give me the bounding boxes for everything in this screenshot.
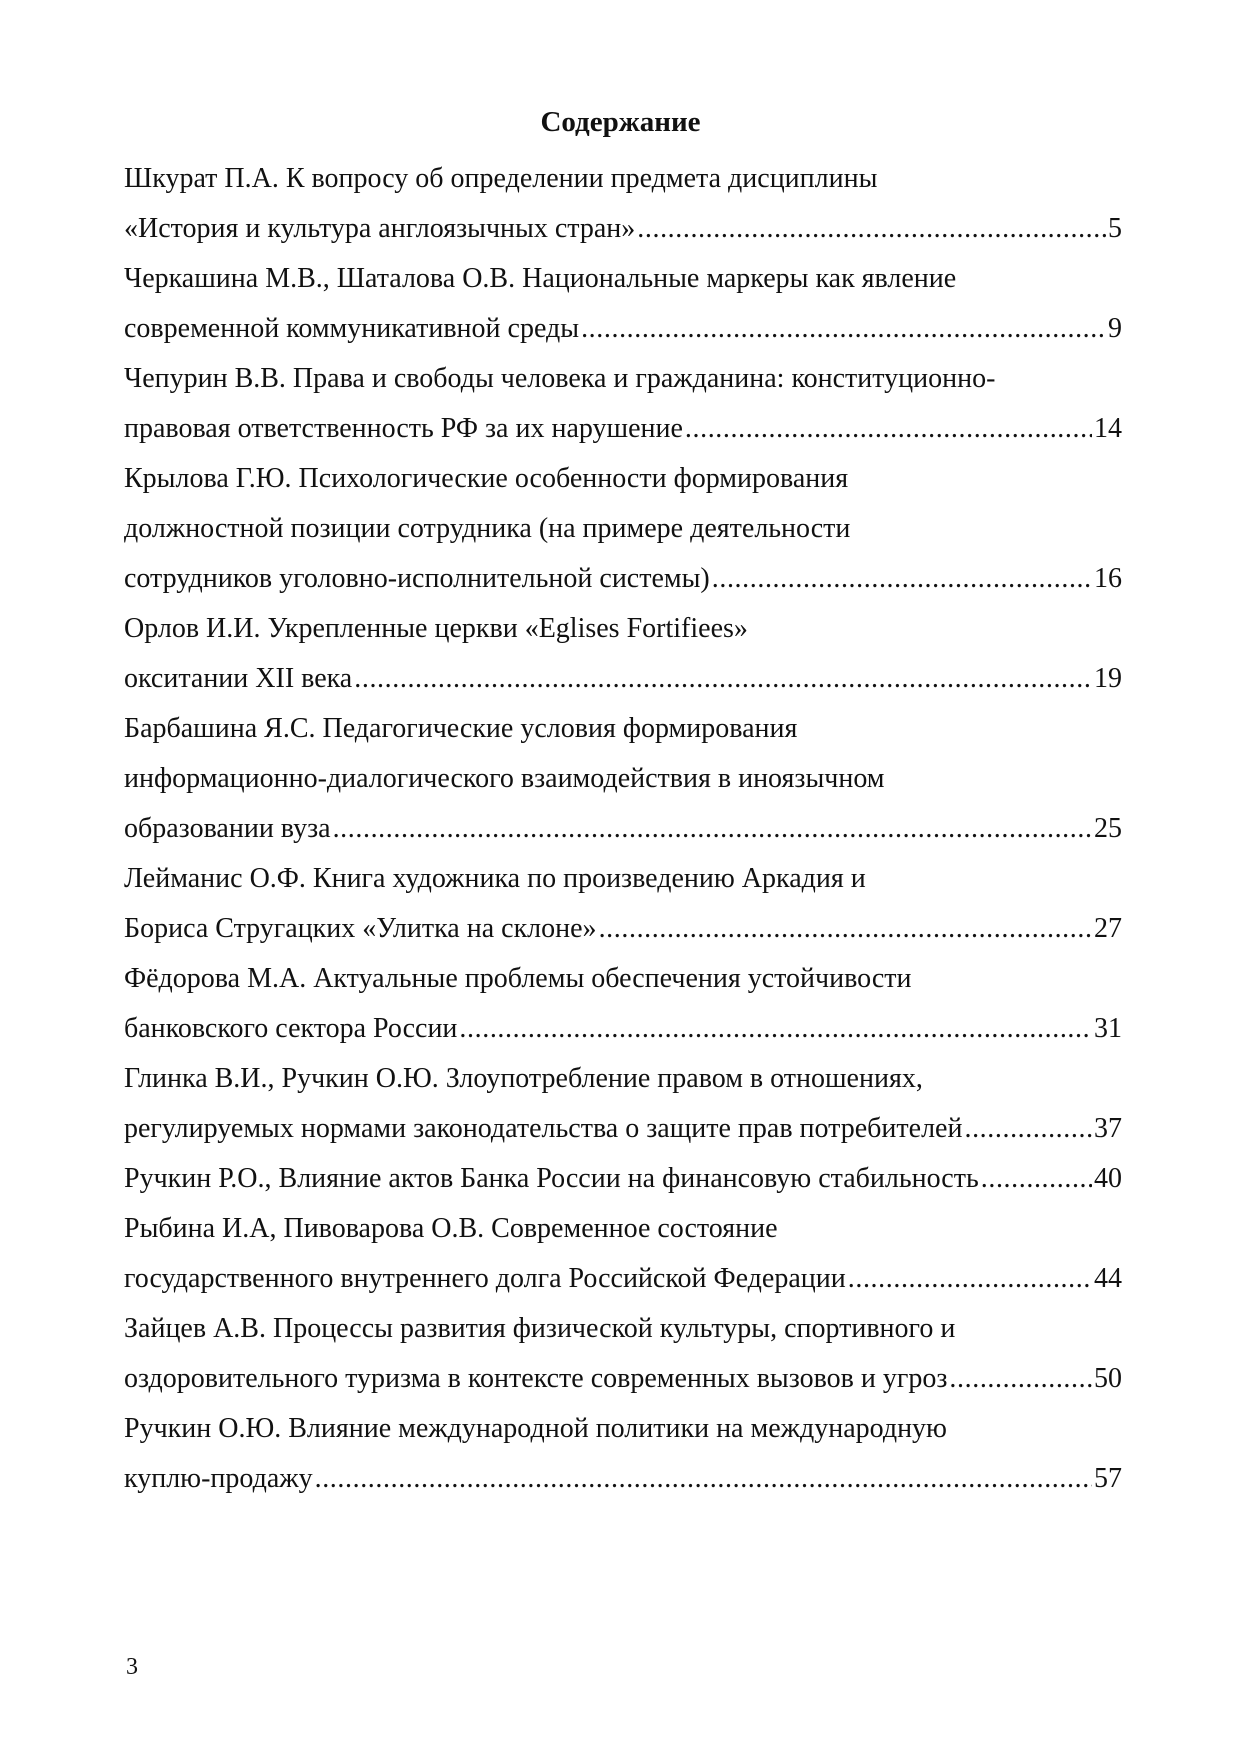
dot-leader xyxy=(581,304,1106,354)
toc-entry-line xyxy=(124,1404,1122,1454)
toc-page-number: 31 xyxy=(1094,1013,1122,1044)
toc-page-number: 14 xyxy=(1094,413,1122,444)
toc-entry-line xyxy=(124,454,1122,504)
dot-leader xyxy=(333,804,1092,854)
toc-entry-line xyxy=(124,854,1122,904)
toc-entry-text: Черкашина М.В., Шаталова О.В. Национальные маркеры как явление xyxy=(124,263,957,294)
toc-entry-line xyxy=(124,654,1122,704)
toc-entry xyxy=(124,854,1122,954)
dot-leader xyxy=(599,904,1092,954)
toc-entry-text: Ручкин Р.О., Влияние актов Банка России на финансовую стабильность xyxy=(124,1163,979,1194)
toc-page-number: 19 xyxy=(1094,663,1122,694)
toc-entry-text: должностной позиции сотрудника (на примере деятельности xyxy=(124,513,851,544)
toc-entry-line xyxy=(124,1104,1122,1154)
dot-leader xyxy=(459,1004,1092,1054)
toc-page-number: 44 xyxy=(1094,1263,1122,1294)
toc-entry-text: Крылова Г.Ю. Психологические особенности формирования xyxy=(124,463,849,494)
toc-entry xyxy=(124,704,1122,854)
toc-entry-line xyxy=(124,404,1122,454)
toc-entry-text: Бориса Стругацких «Улитка на склоне» xyxy=(124,913,597,944)
toc-entry xyxy=(124,1304,1122,1404)
toc-entry-text: информационно-диалогического взаимодействия в иноязычном xyxy=(124,763,885,794)
toc-entry-text: современной коммуникативной среды xyxy=(124,313,580,344)
toc-entry-text: Зайцев А.В. Процессы развития физической культуры, спортивного и xyxy=(124,1313,956,1344)
toc-entry-line xyxy=(124,704,1122,754)
toc-entry-text: Чепурин В.В. Права и свободы человека и гражданина: конституционно- xyxy=(124,363,996,394)
toc-entry-text: Орлов И.И. Укрепленные церкви «Eglises Fortifiees» xyxy=(124,613,748,644)
dot-leader xyxy=(685,404,1092,454)
dot-leader xyxy=(964,1104,1092,1154)
toc-entry-text: Барбашина Я.С. Педагогические условия формирования xyxy=(124,713,798,744)
toc-entry-text: государственного внутреннего долга Российской Федерации xyxy=(124,1263,846,1294)
toc-page-number: 25 xyxy=(1094,813,1122,844)
toc-entry-text: Ручкин О.Ю. Влияние международной политики на международную xyxy=(124,1413,947,1444)
toc-page-number: 16 xyxy=(1094,563,1122,594)
toc-entry-line xyxy=(124,1254,1122,1304)
toc-entry xyxy=(124,1204,1122,1304)
toc-entry-text: сотрудников уголовно-исполнительной системы) xyxy=(124,563,710,594)
toc-entry-text: куплю-продажу xyxy=(124,1463,313,1494)
dot-leader xyxy=(949,1354,1092,1404)
toc-entry xyxy=(124,154,1122,254)
dot-leader xyxy=(315,1454,1092,1504)
toc-page-number: 40 xyxy=(1094,1163,1122,1194)
toc-entry-line xyxy=(124,954,1122,1004)
toc-entry-line xyxy=(124,204,1122,254)
toc-entry-line xyxy=(124,1454,1122,1504)
toc-entry xyxy=(124,1054,1122,1154)
toc-entry-line xyxy=(124,604,1122,654)
toc-page-number: 57 xyxy=(1094,1463,1122,1494)
toc-entry-line xyxy=(124,154,1122,204)
toc-entry-text: Шкурат П.А. К вопросу об определении предмета дисциплины xyxy=(124,163,878,194)
toc-entry-line xyxy=(124,1054,1122,1104)
toc-entry xyxy=(124,954,1122,1054)
toc-entry xyxy=(124,354,1122,454)
toc-entry-line xyxy=(124,504,1122,554)
toc-page-number: 9 xyxy=(1108,313,1122,344)
toc-entry-text: окситании XII века xyxy=(124,663,353,694)
dot-leader xyxy=(848,1254,1092,1304)
toc-entry-line xyxy=(124,904,1122,954)
toc-page-number: 37 xyxy=(1094,1113,1122,1144)
toc-entry-text: образовании вуза xyxy=(124,813,331,844)
toc-entry-text: Рыбина И.А, Пивоварова О.В. Современное состояние xyxy=(124,1213,778,1244)
toc-page-number: 5 xyxy=(1108,213,1122,244)
toc-entry-line xyxy=(124,1204,1122,1254)
dot-leader xyxy=(981,1154,1092,1204)
toc-entry-line xyxy=(124,1154,1122,1204)
toc-page-number: 50 xyxy=(1094,1363,1122,1394)
dot-leader xyxy=(712,554,1092,604)
toc-entry-text: банковского сектора России xyxy=(124,1013,458,1044)
toc-entry xyxy=(124,1154,1122,1204)
toc-entry-line xyxy=(124,1354,1122,1404)
toc-entry-line xyxy=(124,354,1122,404)
toc-entry-text: «История и культура англоязычных стран» xyxy=(124,213,636,244)
toc-entry xyxy=(124,454,1122,604)
toc-entry xyxy=(124,1404,1122,1504)
toc-entry-text: Глинка В.И., Ручкин О.Ю. Злоупотребление правом в отношениях, xyxy=(124,1063,923,1094)
toc-entry-line xyxy=(124,1004,1122,1054)
toc-entry-line xyxy=(124,254,1122,304)
toc-entry xyxy=(124,254,1122,354)
toc-entry-line xyxy=(124,754,1122,804)
toc-entry-text: Лейманис О.Ф. Книга художника по произведению Аркадия и xyxy=(124,863,866,894)
toc-entry-line xyxy=(124,804,1122,854)
toc-entry-line xyxy=(124,304,1122,354)
toc-entry-line xyxy=(124,1304,1122,1354)
toc-entry-text: оздоровительного туризма в контексте современных вызовов и угроз xyxy=(124,1363,948,1394)
dot-leader xyxy=(637,204,1106,254)
toc-entry-text: Фёдорова М.А. Актуальные проблемы обеспечения устойчивости xyxy=(124,963,912,994)
page-number: 3 xyxy=(126,1654,138,1680)
table-of-contents xyxy=(124,154,1122,1504)
toc-entry-text: правовая ответственность РФ за их нарушение xyxy=(124,413,683,444)
page-title: Содержание xyxy=(540,106,701,138)
toc-page-number: 27 xyxy=(1094,913,1122,944)
dot-leader xyxy=(354,654,1092,704)
toc-entry-text: регулируемых нормами законодательства о защите прав потребителей xyxy=(124,1113,963,1144)
toc-entry xyxy=(124,604,1122,704)
toc-entry-line xyxy=(124,554,1122,604)
